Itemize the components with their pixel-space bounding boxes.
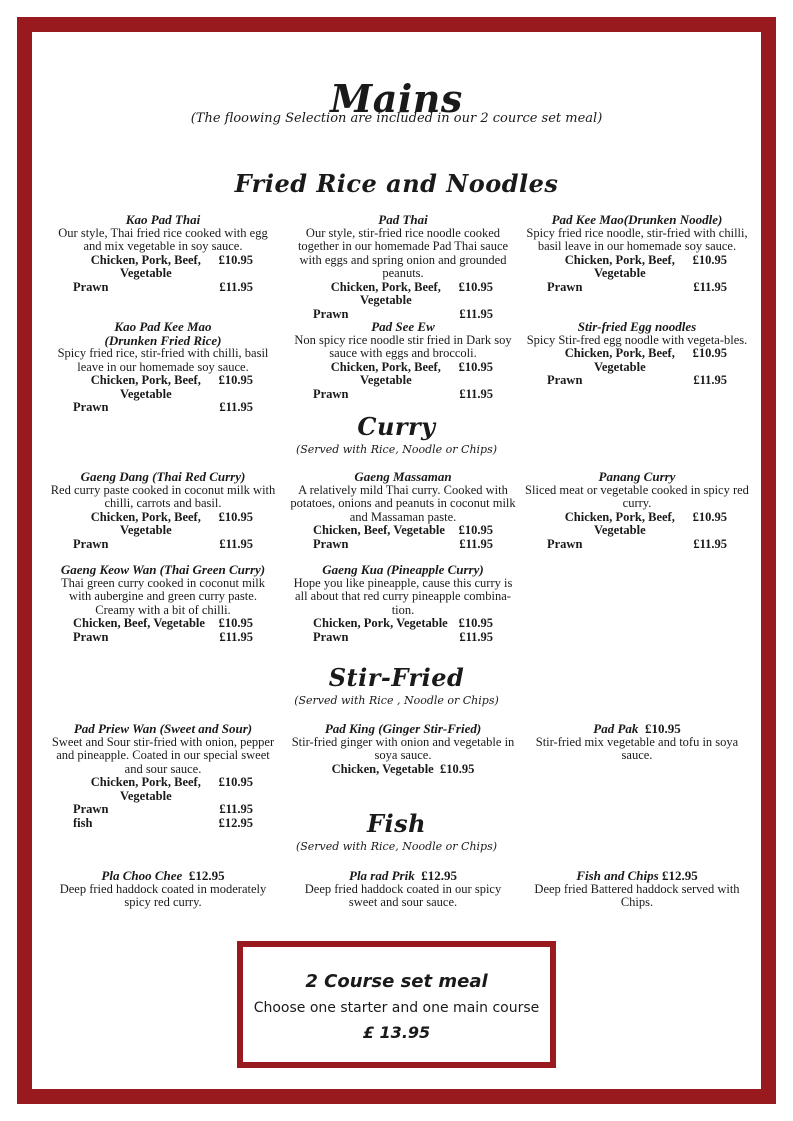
item-price: £12.95 (421, 868, 457, 883)
price-label: Prawn (313, 629, 349, 644)
item-description: Deep fried Battered haddock served with Chips. (534, 881, 740, 909)
section-title-fish: Fish (366, 809, 427, 838)
item-name: Pla rad Prik (349, 868, 415, 883)
section-title-fried-rice-noodles: Fried Rice and Noodles (234, 169, 559, 198)
price-label: Prawn (73, 536, 109, 551)
price-label: Prawn (313, 306, 349, 321)
menu-item (289, 470, 517, 551)
price-value: £10.95 (458, 279, 493, 294)
price-value: £11.95 (219, 802, 253, 816)
price-label: Prawn (73, 802, 109, 816)
menu-item (49, 563, 277, 644)
item-name-subtitle: (Drunken Fried Rice) (104, 332, 222, 348)
price-value: £11.95 (459, 536, 493, 551)
item-description: A relatively mild Thai curry. Cooked with potatoes, onions and peanuts in coconut milk and Massaman paste. (290, 482, 516, 524)
item-name: Pad Priew Wan (Sweet and Sour) (73, 721, 253, 736)
price-value: £10.95 (218, 252, 253, 267)
item-description: Sliced meat or vegetable cooked in spicy red curry. (525, 482, 749, 510)
price-label: Prawn (547, 373, 583, 387)
item-name: Gaeng Massaman (354, 469, 452, 484)
price-label: Chicken, Pork, Beef, Vegetable (330, 279, 441, 307)
item-description: Our style, stir-fried rice noodle cooked together in our homemade Pad Thai sauce with eggs and spring onion and grounded peanuts. (297, 225, 509, 280)
section-note-curry: (Served with Rice, Noodle or Chips) (295, 443, 498, 456)
item-description: Stir-fried ginger with onion and vegetable in soya sauce. (291, 734, 515, 762)
item-description: Spicy fried rice, stir-fried with chilli, basil leave in our homemade soy sauce. (57, 346, 269, 374)
section-title-stir-fried: Stir-Fried (328, 663, 465, 692)
menu-item (289, 213, 517, 321)
price-label: Prawn (547, 536, 583, 551)
page-title: Mains (330, 76, 463, 121)
price-value: £10.95 (218, 616, 253, 630)
price-label: Chicken, Pork, Vegetable (313, 616, 448, 630)
item-name: Pla Choo Chee (101, 868, 183, 883)
menu-item (523, 722, 751, 763)
menu-item (289, 722, 517, 776)
item-name: Panang Curry (598, 469, 676, 484)
item-name: Pad Thai (378, 212, 428, 227)
item-name: Pad Pak (593, 721, 639, 736)
item-name: Pad Kee Mao(Drunken Noodle) (551, 212, 723, 227)
price-value: £11.95 (693, 536, 727, 551)
price-label: Chicken, Vegetable (331, 761, 434, 776)
item-description: Our style, Thai fried rice cooked with egg and mix vegetable in soy sauce. (58, 225, 268, 253)
menu-item (49, 320, 277, 415)
menu-item (49, 213, 277, 294)
price-value: £11.95 (219, 536, 253, 551)
item-price: £12.95 (661, 868, 698, 883)
item-description: Stir-fried mix vegetable and tofu in soya sauce. (535, 734, 739, 762)
menu-item (523, 869, 751, 910)
price-label: Chicken, Pork, Beef, Vegetable (330, 359, 441, 387)
item-name: Pad King (Ginger Stir-Fried) (324, 721, 482, 736)
price-value: £11.95 (459, 629, 493, 644)
set-meal-price: £ 13.95 (362, 1023, 431, 1042)
item-description: Spicy fried rice noodle, stir-fried with chilli, basil leave in our homemade soy sauce. (526, 225, 748, 253)
item-name: Kao Pad Kee Mao (114, 319, 212, 334)
price-label: Chicken, Pork, Beef, Vegetable (564, 252, 675, 280)
item-description: Red curry paste cooked in coconut milk with chilli, carrots and basil. (50, 482, 276, 510)
price-label: Chicken, Pork, Beef, Vegetable (90, 775, 201, 803)
set-meal-box (237, 941, 556, 1068)
item-description: Thai green curry cooked in coconut milk with aubergine and green curry paste. Creamy with a bit of chilli. (60, 575, 266, 617)
item-name: Gaeng Kua (Pineapple Curry) (322, 562, 484, 577)
price-value: £10.95 (218, 509, 253, 524)
price-label: Prawn (313, 536, 349, 551)
menu-item (289, 869, 517, 910)
set-meal-title: 2 Course set meal (305, 971, 488, 992)
price-value: £11.95 (219, 279, 253, 294)
menu-item (523, 320, 751, 388)
price-label: Chicken, Pork, Beef, Vegetable (564, 509, 675, 537)
price-value: £10.95 (439, 761, 475, 776)
item-description: Hope you like pineapple, cause this curry is all about that red curry pineapple combina-tion. (293, 575, 513, 617)
item-name: Fish and Chips (576, 868, 659, 883)
item-price: £10.95 (644, 721, 681, 736)
item-description: Sweet and Sour stir-fried with onion, pepper and pineapple. Coated in our special sweet and sour sauce. (51, 734, 275, 776)
price-label: Chicken, Beef, Vegetable (73, 616, 205, 630)
price-label: Chicken, Beef, Vegetable (313, 523, 445, 537)
item-name: Gaeng Dang (Thai Red Curry) (80, 469, 246, 484)
item-name: Pad See Ew (371, 319, 435, 334)
price-label: fish (73, 815, 93, 830)
price-label: Chicken, Pork, Beef, Vegetable (90, 509, 201, 537)
price-value: £11.95 (459, 386, 493, 401)
section-note-stir-fried: (Served with Rice , Noodle or Chips) (294, 694, 499, 707)
menu-item (289, 563, 517, 644)
menu-item (49, 869, 277, 910)
price-label: Chicken, Pork, Beef, Vegetable (564, 346, 675, 374)
price-value: £10.95 (218, 775, 253, 789)
price-value: £10.95 (458, 616, 493, 630)
page-subtitle: (The floowing Selection are included in our 2 cource set meal) (190, 111, 603, 126)
price-value: £11.95 (693, 373, 727, 387)
menu-item (523, 213, 751, 294)
item-name: Stir-fried Egg noodles (577, 319, 697, 334)
item-description: Deep fried haddock coated in moderately spicy red curry. (59, 881, 267, 909)
item-price: £12.95 (188, 868, 225, 883)
section-note-fish: (Served with Rice, Noodle or Chips) (295, 840, 498, 853)
price-value: £11.95 (219, 400, 253, 414)
item-description: Deep fried haddock coated in our spicy sweet and sour sauce. (304, 881, 502, 909)
price-value: £11.95 (219, 629, 253, 644)
price-label: Chicken, Pork, Beef, Vegetable (90, 252, 201, 280)
price-value: £10.95 (692, 252, 727, 267)
price-label: Prawn (73, 279, 109, 294)
price-value: £11.95 (693, 279, 727, 294)
price-value: £10.95 (458, 523, 493, 537)
item-description: Non spicy rice noodle stir fried in Dark soy sauce with eggs and broccoli. (294, 332, 512, 360)
price-value: £12.95 (218, 815, 253, 830)
price-label: Prawn (313, 386, 349, 401)
price-label: Prawn (73, 400, 109, 414)
item-description: Spicy Stir-fred egg noodle with vegeta-bles. (526, 332, 748, 347)
price-value: £10.95 (692, 346, 727, 360)
price-label: Prawn (547, 279, 583, 294)
item-name: Gaeng Keow Wan (Thai Green Curry) (60, 562, 266, 577)
item-name: Kao Pad Thai (125, 212, 201, 227)
price-label: Chicken, Pork, Beef, Vegetable (90, 373, 201, 401)
price-value: £10.95 (692, 509, 727, 524)
set-meal-description: Choose one starter and one main course (253, 1000, 540, 1016)
price-value: £10.95 (218, 373, 253, 387)
menu-item (49, 470, 277, 551)
price-label: Prawn (73, 629, 109, 644)
price-value: £11.95 (459, 306, 493, 321)
menu-item (523, 470, 751, 551)
menu-item (289, 320, 517, 401)
section-title-curry: Curry (357, 412, 436, 441)
price-value: £10.95 (458, 359, 493, 374)
